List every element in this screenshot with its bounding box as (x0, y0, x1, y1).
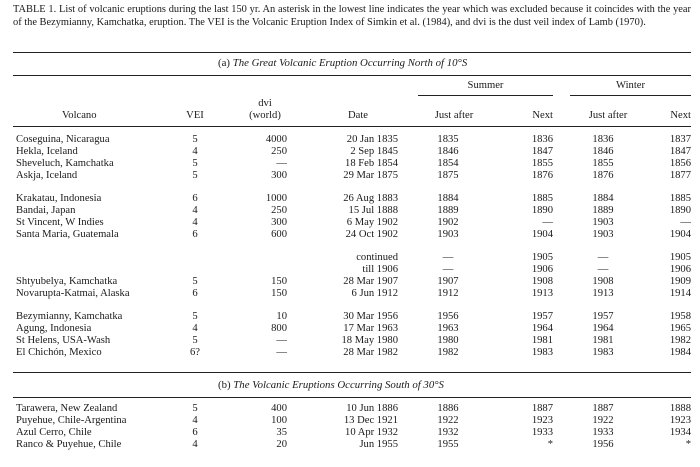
winter-just-after-cell: 1903 (592, 229, 614, 240)
winter-just-after-cell: 1981 (592, 335, 614, 346)
summer-just-after-cell: 1835 (437, 134, 459, 145)
dvi-cell: 1000 (265, 193, 287, 204)
dvi-cell: 10 (276, 311, 287, 322)
summer-next-cell: 1876 (531, 170, 553, 181)
volcano-cell: Novarupta-Katmai, Alaska (16, 288, 130, 299)
summer-next-cell: 1885 (531, 193, 553, 204)
section-b-title (218, 379, 444, 391)
table-caption: TABLE 1. List of volcanic eruptions during the last 150 yr. An asterisk in the lowest line indicates the year which was excluded because it coincides with the year of the Bezymianny, Kamchatka, eruption. The VEI is the Volcanic Eruption Index of Simkin et al. (1984), and dvi is the dust veil index of Lamb (1970). (13, 4, 691, 28)
header-vei: VEI (186, 110, 204, 121)
date-cell: 28 Mar 1982 (343, 347, 398, 358)
volcano-cell: Sheveluch, Kamchatka (16, 158, 114, 169)
vei-cell: 6 (192, 193, 198, 204)
date-cell: 15 Jul 1888 (348, 205, 398, 216)
dvi-cell: 150 (271, 288, 287, 299)
dvi-cell: 300 (271, 217, 287, 228)
volcano-cell: El Chichón, Mexico (16, 347, 102, 358)
header-summer-just-after: Just after (434, 110, 474, 121)
summer-next-cell: 1836 (531, 134, 553, 145)
volcano-cell: Krakatau, Indonesia (16, 193, 102, 204)
summer-just-after-cell: 1982 (437, 347, 459, 358)
summer-just-after-cell: 1955 (437, 439, 459, 450)
summer-next-cell: 1983 (531, 347, 553, 358)
date-cell: till 1906 (362, 264, 398, 275)
summer-next-cell: 1957 (531, 311, 553, 322)
dvi-cell: 400 (271, 403, 287, 414)
header-winter: Winter (616, 80, 645, 91)
summer-just-after-cell: 1912 (437, 288, 459, 299)
summer-just-after-cell: 1846 (437, 146, 459, 157)
vei-cell: 5 (192, 403, 198, 414)
vei-cell: 5 (192, 170, 198, 181)
rule-bottom (13, 397, 691, 398)
rule-header (13, 126, 691, 127)
date-cell: 6 Jun 1912 (351, 288, 398, 299)
summer-next-cell: 1981 (531, 335, 553, 346)
header-winter-next: Next (670, 110, 691, 121)
winter-just-after-cell: 1887 (592, 403, 614, 414)
winter-just-after-cell: 1913 (592, 288, 614, 299)
header-dvi-sub: (world) (249, 110, 281, 121)
summer-just-after-cell: 1886 (437, 403, 459, 414)
vei-cell: 5 (192, 276, 198, 287)
date-cell: 26 Aug 1883 (343, 193, 398, 204)
volcano-cell: Bezymianny, Kamchatka (16, 311, 123, 322)
summer-just-after-cell: 1932 (437, 427, 459, 438)
winter-next-cell: 1890 (669, 205, 691, 216)
summer-just-after-cell: 1854 (437, 158, 459, 169)
winter-next-cell: 1905 (669, 252, 691, 263)
winter-next-cell: 1856 (669, 158, 691, 169)
date-cell: 13 Dec 1921 (343, 415, 398, 426)
dvi-cell: 800 (271, 323, 287, 334)
date-cell: 10 Jun 1886 (346, 403, 398, 414)
winter-next-cell: 1837 (669, 134, 691, 145)
volcano-cell: Puyehue, Chile-Argentina (16, 415, 127, 426)
winter-next-cell: 1906 (669, 264, 691, 275)
summer-just-after-cell: 1884 (437, 193, 459, 204)
winter-just-after-cell: 1889 (592, 205, 614, 216)
volcano-cell: Santa Maria, Guatemala (16, 229, 119, 240)
volcano-cell: Ranco & Puyehue, Chile (16, 439, 122, 450)
volcano-cell: Shtyubelya, Kamchatka (16, 276, 118, 287)
winter-just-after-cell: 1956 (592, 439, 614, 450)
summer-next-cell: 1933 (531, 427, 553, 438)
volcano-cell: Tarawera, New Zealand (16, 403, 118, 414)
dvi-cell: 300 (271, 170, 287, 181)
summer-just-after-cell: 1980 (437, 335, 459, 346)
section-a-text: The Great Volcanic Eruption Occurring North of 10°S (232, 57, 468, 69)
winter-next-cell: 1847 (669, 146, 691, 157)
winter-just-after-cell: 1908 (592, 276, 614, 287)
winter-just-after-cell: — (597, 252, 609, 263)
date-cell: continued (356, 252, 398, 263)
summer-just-after-cell: 1963 (437, 323, 459, 334)
header-winter-just-after: Just after (588, 110, 628, 121)
vei-cell: 5 (192, 134, 198, 145)
date-cell: 18 Feb 1854 (345, 158, 398, 169)
rule-section-b (13, 372, 691, 373)
vei-cell: 6? (190, 347, 200, 358)
section-a-title (218, 57, 467, 69)
vei-cell: 5 (192, 158, 198, 169)
summer-just-after-cell: — (442, 264, 454, 275)
summer-next-cell: 1906 (531, 264, 553, 275)
header-summer-next: Next (532, 110, 553, 121)
volcano-cell: Azul Cerro, Chile (16, 427, 92, 438)
volcano-cell: Bandai, Japan (16, 205, 76, 216)
date-cell: 6 May 1902 (346, 217, 398, 228)
rule-section-a (13, 75, 691, 76)
vei-cell: 5 (192, 311, 198, 322)
volcano-cell: Coseguina, Nicaragua (16, 134, 110, 145)
volcano-cell: Askja, Iceland (16, 170, 78, 181)
summer-just-after-cell: 1875 (437, 170, 459, 181)
date-cell: 28 Mar 1907 (343, 276, 398, 287)
winter-next-cell: 1914 (669, 288, 691, 299)
winter-just-after-cell: 1884 (592, 193, 614, 204)
dvi-cell: 100 (271, 415, 287, 426)
winter-just-after-cell: 1964 (592, 323, 614, 334)
header-date: Date (348, 110, 368, 121)
section-b-text: The Volcanic Eruptions Occurring South of 30°S (233, 379, 444, 391)
summer-just-after-cell: 1902 (437, 217, 459, 228)
dvi-cell: 250 (271, 205, 287, 216)
winter-next-cell: * (685, 439, 691, 450)
summer-next-cell: 1887 (531, 403, 553, 414)
winter-next-cell: 1982 (669, 335, 691, 346)
winter-next-cell: 1885 (669, 193, 691, 204)
vei-cell: 4 (192, 439, 198, 450)
section-b-label: (b) (218, 379, 231, 391)
winter-just-after-cell: 1903 (592, 217, 614, 228)
summer-next-cell: 1923 (531, 415, 553, 426)
winter-just-after-cell: 1836 (592, 134, 614, 145)
summer-just-after-cell: 1956 (437, 311, 459, 322)
summer-next-cell: 1847 (531, 146, 553, 157)
header-summer: Summer (467, 80, 504, 91)
winter-next-cell: 1958 (669, 311, 691, 322)
dvi-cell: 600 (271, 229, 287, 240)
vei-cell: 6 (192, 288, 198, 299)
winter-next-cell: 1965 (669, 323, 691, 334)
vei-cell: 5 (192, 335, 198, 346)
summer-next-cell: 1890 (531, 205, 553, 216)
winter-just-after-cell: 1876 (592, 170, 614, 181)
summer-next-cell: * (547, 439, 553, 450)
winter-just-after-cell: 1855 (592, 158, 614, 169)
winter-next-cell: 1934 (669, 427, 691, 438)
dvi-cell: 150 (271, 276, 287, 287)
header-volcano: Volcano (62, 110, 97, 121)
dvi-cell: — (276, 335, 287, 346)
date-cell: Jun 1955 (359, 439, 398, 450)
vei-cell: 6 (192, 229, 198, 240)
winter-next-cell: 1984 (669, 347, 691, 358)
vei-cell: 6 (192, 427, 198, 438)
date-cell: 10 Apr 1932 (345, 427, 398, 438)
summer-next-cell: 1964 (531, 323, 553, 334)
dvi-cell: 4000 (265, 134, 287, 145)
volcano-cell: St Vincent, W Indies (16, 217, 104, 228)
header-dvi: dvi (258, 98, 272, 109)
volcano-cell: Agung, Indonesia (16, 323, 92, 334)
date-cell: 17 Mar 1963 (343, 323, 398, 334)
rule-top (13, 52, 691, 53)
dvi-cell: — (276, 158, 287, 169)
summer-just-after-cell: — (442, 252, 454, 263)
vei-cell: 4 (192, 415, 198, 426)
rule-winter (570, 95, 691, 96)
winter-next-cell: 1904 (669, 229, 691, 240)
volcano-cell: St Helens, USA-Wash (16, 335, 111, 346)
date-cell: 20 Jan 1835 (346, 134, 398, 145)
winter-just-after-cell: 1957 (592, 311, 614, 322)
rule-summer (418, 95, 553, 96)
summer-next-cell: 1855 (531, 158, 553, 169)
summer-next-cell: 1904 (531, 229, 553, 240)
date-cell: 29 Mar 1875 (343, 170, 398, 181)
winter-next-cell: 1888 (669, 403, 691, 414)
summer-next-cell: — (542, 217, 553, 228)
winter-just-after-cell: 1922 (592, 415, 614, 426)
dvi-cell: — (276, 347, 287, 358)
date-cell: 2 Sep 1845 (350, 146, 398, 157)
vei-cell: 4 (192, 323, 198, 334)
summer-next-cell: 1905 (531, 252, 553, 263)
volcano-cell: Hekla, Iceland (16, 146, 78, 157)
winter-just-after-cell: 1983 (592, 347, 614, 358)
date-cell: 30 Mar 1956 (343, 311, 398, 322)
winter-next-cell: 1877 (669, 170, 691, 181)
summer-next-cell: 1908 (531, 276, 553, 287)
date-cell: 24 Oct 1902 (345, 229, 398, 240)
vei-cell: 4 (192, 205, 198, 216)
dvi-cell: 250 (271, 146, 287, 157)
winter-just-after-cell: — (597, 264, 609, 275)
dvi-cell: 35 (276, 427, 287, 438)
winter-next-cell: — (680, 217, 691, 228)
vei-cell: 4 (192, 217, 198, 228)
summer-just-after-cell: 1903 (437, 229, 459, 240)
summer-just-after-cell: 1907 (437, 276, 459, 287)
section-a-label: (a) (218, 57, 230, 69)
dvi-cell: 20 (276, 439, 287, 450)
winter-just-after-cell: 1933 (592, 427, 614, 438)
winter-just-after-cell: 1846 (592, 146, 614, 157)
summer-just-after-cell: 1889 (437, 205, 459, 216)
winter-next-cell: 1909 (669, 276, 691, 287)
vei-cell: 4 (192, 146, 198, 157)
winter-next-cell: 1923 (669, 415, 691, 426)
summer-next-cell: 1913 (531, 288, 553, 299)
summer-just-after-cell: 1922 (437, 415, 459, 426)
date-cell: 18 May 1980 (341, 335, 398, 346)
